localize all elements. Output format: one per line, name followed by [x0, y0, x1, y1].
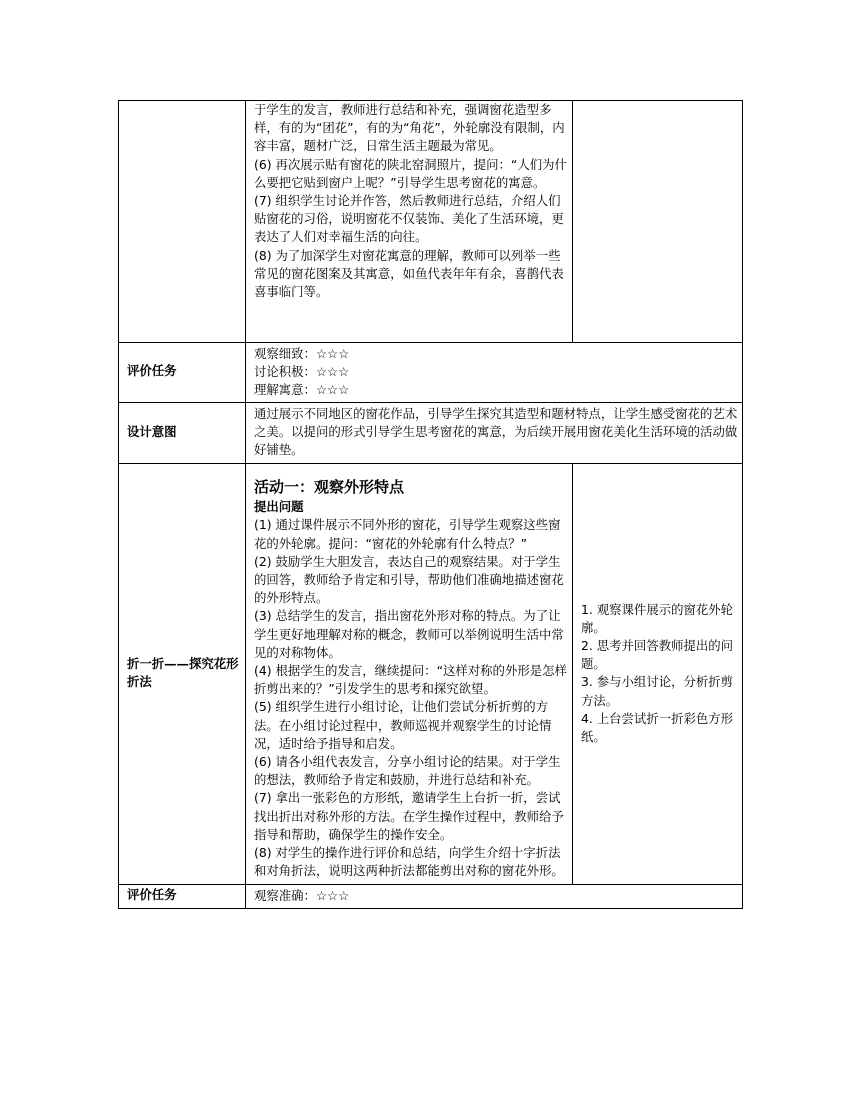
teacher-activity-cell: [246, 464, 573, 885]
paragraph: (5) 组织学生进行小组讨论，让他们尝试分析折剪的方法。在小组讨论过程中，教师巡视并观察学生的讨论情况，适时给予指导和启发。: [254, 699, 552, 751]
paragraph: (1) 通过课件展示不同外形的窗花，引导学生观察这些窗花的外轮廓。提问：“窗花的外轮廓有什么特点？”: [254, 517, 561, 551]
activity-heading: 活动一：观察外形特点: [254, 478, 405, 497]
paragraph: (6) 再次展示贴有窗花的陕北窑洞照片，提问：“人们为什么要把它贴到窗户上呢？”引导学生思考窗花的寓意。: [254, 156, 567, 190]
design-intent-text: 通过展示不同地区的窗花作品，引导学生探究其造型和题材特点，让学生感受窗花的艺术之美。以提问的形式引导学生思考窗花的寓意，为后续开展用窗花美化生活环境的活动做好铺垫。: [254, 405, 738, 458]
paragraph: (8) 对学生的操作进行评价和总结，向学生介绍十字折法和对角折法，说明这两种折法都能剪出对称的窗花外形。: [254, 845, 564, 879]
table-row: [119, 101, 743, 343]
table-row: [119, 885, 743, 908]
row-label-evaluation: 评价任务: [119, 885, 246, 908]
evaluation-item: 讨论积极：☆☆☆: [254, 364, 350, 380]
paragraph: (3) 总结学生的发言，指出窗花外形对称的特点。为了让学生更好地理解对称的概念，教师可以举例说明生活中常见的对称物体。: [254, 608, 564, 660]
student-activity-item: 2. 思考并回答教师提出的问题。: [581, 637, 734, 672]
evaluation-cell: [246, 885, 743, 908]
student-activity-cell: [573, 464, 743, 885]
evaluation-item: 观察准确：☆☆☆: [254, 888, 350, 904]
student-activity-item: 3. 参与小组讨论，分析折剪方法。: [581, 674, 734, 708]
paragraph: (7) 组织学生讨论并作答，然后教师进行总结，介绍人们贴窗花的习俗，说明窗花不仅装饰、美化了生活环境，更表达了人们对幸福生活的向往。: [254, 193, 564, 245]
row-label-evaluation: 评价任务: [119, 343, 246, 403]
row-label-design-intent: 设计意图: [119, 402, 246, 464]
student-activity-item: 4. 上台尝试折一折彩色方形纸。: [581, 710, 734, 744]
student-activity-cell-empty: [573, 101, 743, 343]
paragraph: 于学生的发言，教师进行总结和补充，强调窗花造型多样，有的为“团花”，有的为“角花”，外轮廓没有限制，内容丰富，题材广泛，日常生活主题最为常见。: [254, 102, 565, 154]
design-intent-cell: [246, 402, 743, 464]
paragraph: (8) 为了加深学生对窗花寓意的理解，教师可以列举一些常见的窗花图案及其寓意，如鱼代表年年有余，喜鹊代表喜事临门等。: [254, 247, 564, 300]
table-row: [119, 343, 743, 403]
table-row: [119, 402, 743, 464]
row-label-fold-explore: 折一折——探究花形折法: [119, 464, 246, 885]
evaluation-cell: [246, 343, 743, 403]
student-activity-item: 1. 观察课件展示的窗花外轮廓。: [581, 601, 734, 635]
evaluation-item: 理解寓意：☆☆☆: [254, 382, 350, 398]
paragraph: (7) 拿出一张彩色的方形纸，邀请学生上台折一折，尝试找出折出对称外形的方法。在学生操作过程中，教师给予指导和帮助，确保学生的操作安全。: [254, 790, 564, 842]
label-cell-empty: [119, 101, 246, 343]
teacher-activity-cell: [246, 101, 573, 343]
table-row: [119, 464, 743, 885]
subheading: 提出问题: [254, 499, 304, 515]
evaluation-item: 观察细致：☆☆☆: [254, 346, 350, 361]
paragraph: (6) 请各小组代表发言，分享小组讨论的结果。对于学生的想法，教师给予肯定和鼓励，并进行总结和补充。: [254, 754, 561, 788]
paragraph: (2) 鼓励学生大胆发言，表达自己的观察结果。对于学生的回答，教师给予肯定和引导，帮助他们准确地描述窗花的外形特点。: [254, 553, 564, 606]
paragraph: (4) 根据学生的发言，继续提问：“这样对称的外形是怎样折剪出来的？”引发学生的思考和探究欲望。: [254, 663, 567, 697]
lesson-plan-table: [118, 100, 743, 909]
